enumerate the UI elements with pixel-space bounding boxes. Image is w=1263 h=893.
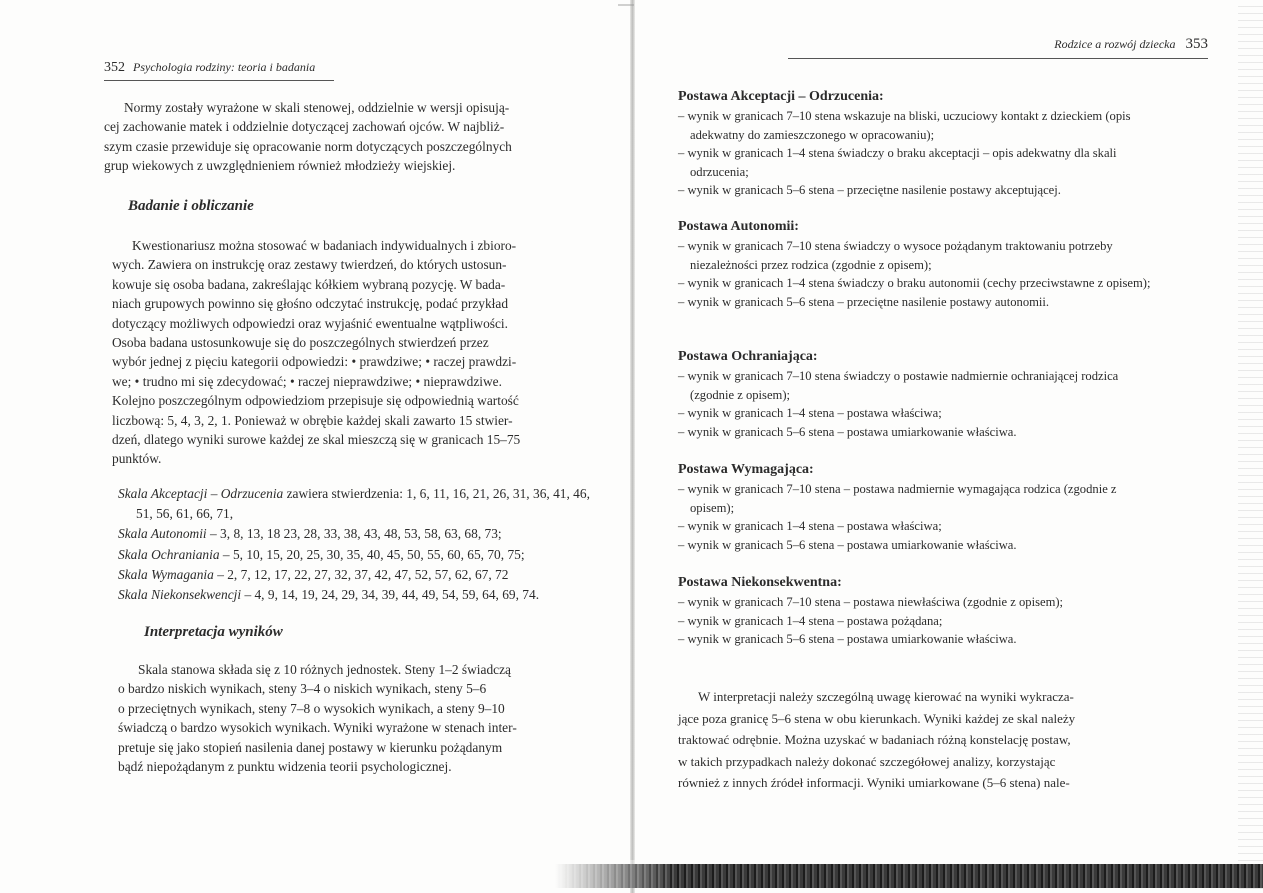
scan-edge-noise: [1238, 0, 1263, 893]
scan-artifact: [618, 4, 634, 36]
body-line: wych. Zawiera on instrukcję oraz zestawy twierdzeń, do których ustosun-: [112, 257, 507, 273]
intro-line: Normy zostały wyrażone w skali stenowej, oddzielnie w wersji opisują-: [124, 100, 510, 115]
scale-name: Skala Ochraniania: [118, 546, 220, 562]
section-item: – wynik w granicach 5–6 stena – przeciętne nasilenie postawy akceptującej.: [678, 181, 1160, 199]
section-item: – wynik w granicach 1–4 stena świadczy o braku akceptacji – opis adekwatny dla skali odrzucenia;: [678, 144, 1160, 181]
left-page-header: [104, 60, 334, 81]
section-item: – wynik w granicach 5–6 stena – postawa umiarkowanie właściwa.: [678, 423, 1160, 441]
scale-name: Skala Akceptacji – Odrzucenia: [118, 486, 284, 501]
book-spine: [630, 0, 635, 893]
body-line: niach grupowych powinno się głośno odczytać instrukcję, podać przykład: [112, 296, 509, 312]
section-item: – wynik w granicach 7–10 stena wskazuje na bliski, uczuciowy kontakt z dzieckiem (opis adekwatny do zamieszczonego w opracowaniu);: [678, 107, 1160, 144]
heading-badanie: Badanie i obliczanie: [128, 198, 254, 214]
scale-list: [118, 484, 608, 605]
section-title: Postawa Ochraniająca:: [678, 349, 818, 364]
final-line: traktować odrębnie. Można uzyskać w badaniach różną konstelację postaw,: [678, 732, 1071, 747]
section-wymagajaca: [678, 461, 1160, 554]
scale-item: [118, 545, 608, 565]
section-item: – wynik w granicach 5–6 stena – przeciętne nasilenie postawy autonomii.: [678, 293, 1160, 311]
scale-item: [118, 484, 608, 524]
section-title: Postawa Autonomii:: [678, 219, 799, 234]
heading-interpretacja: Interpretacja wyników: [144, 624, 283, 640]
final-paragraph: [678, 686, 1163, 794]
body-line: Skala stanowa składa się z 10 różnych jednostek. Steny 1–2 świadczą: [138, 662, 511, 677]
body-interpretacja: [118, 660, 610, 776]
scale-item: [118, 524, 608, 544]
scale-items: – 5, 10, 15, 20, 25, 30, 35, 40, 45, 50, 55, 60, 65, 70, 75;: [219, 546, 525, 562]
section-niekonsekwentna: [678, 574, 1160, 649]
body-line: liczbową: 5, 4, 3, 2, 1. Ponieważ w obrębie każdej skali zawarto 15 stwier-: [112, 412, 513, 428]
final-line: również z innych źródeł informacji. Wyniki umiarkowane (5–6 stena) nale-: [678, 775, 1070, 790]
intro-line: cej zachowanie matek i oddzielnie dotyczącej zachowań ojców. W najbliż-: [104, 119, 505, 135]
intro-paragraph: [104, 98, 594, 176]
scale-items: – 3, 8, 13, 18 23, 28, 33, 38, 43, 48, 53, 58, 63, 68, 73;: [206, 526, 502, 542]
body-line: bądź niepożądanym z punktu widzenia teorii psychologicznej.: [118, 759, 452, 775]
final-line: jące poza granicę 5–6 stena w obu kierunkach. Wyniki każdej ze skal należy: [678, 710, 1076, 726]
scale-items: – 2, 7, 12, 17, 22, 27, 32, 37, 42, 47, 52, 57, 62, 67, 72: [213, 566, 509, 582]
running-head-left: Psychologia rodziny: teoria i badania: [133, 60, 316, 74]
final-line: w takich przypadkach należy dokonać szczegółowej analizy, korzystając: [678, 753, 1056, 769]
right-page-header: [788, 36, 1208, 59]
section-ochraniajaca: [678, 348, 1160, 441]
body-line: Kwestionariusz można stosować w badaniach indywidualnych i zbioro-: [132, 238, 517, 253]
body-line: dzeń, dlatego wyniki surowe każdej ze skal mieszczą się w granicach 15–75: [112, 432, 521, 448]
body-line: wybór jednej z pięciu kategorii odpowiedzi: • prawdziwe; • raczej prawdzi-: [112, 354, 517, 370]
page-number-right: 353: [1185, 36, 1208, 52]
section-item: – wynik w granicach 7–10 stena świadczy o postawie nadmiernie ochraniającej rodzica (zgodnie z opisem);: [678, 367, 1160, 404]
section-item: – wynik w granicach 1–4 stena – postawa właściwa;: [678, 517, 1160, 535]
body-line: Kolejno poszczególnym odpowiedziom przepisuje się odpowiednią wartość: [112, 393, 519, 409]
scale-name: Skala Autonomii: [118, 526, 207, 542]
body-line: o przeciętnych wynikach, steny 7–8 o wysokich wynikach, a steny 9–10: [118, 700, 505, 716]
body-line: Osoba badana ustosunkowuje się do poszczególnych stwierdzeń przez: [112, 335, 489, 351]
intro-line: grup wiekowych z uwzględnieniem również młodzieży wiejskiej.: [104, 158, 456, 174]
section-item: – wynik w granicach 7–10 stena – postawa nadmiernie wymagająca rodzica (zgodnie z opisem);: [678, 480, 1160, 517]
body-line: o bardzo niskich wynikach, steny 3–4 o niskich wynikach, steny 5–6: [118, 681, 487, 697]
section-item: – wynik w granicach 1–4 stena – postawa pożądana;: [678, 612, 1160, 630]
section-item: – wynik w granicach 7–10 stena świadczy o wysoce pożądanym traktowaniu potrzeby niezależności przez rodzica (zgodnie z opisem);: [678, 237, 1160, 274]
section-title: Postawa Niekonsekwentna:: [678, 575, 842, 590]
scale-name: Skala Niekonsekwencji: [118, 587, 242, 603]
scan-bottom-fade: [555, 860, 675, 888]
section-autonomia: [678, 218, 1160, 311]
section-item: – wynik w granicach 5–6 stena – postawa umiarkowanie właściwa.: [678, 536, 1160, 554]
scale-item: [118, 585, 608, 605]
scale-name: Skala Wymagania: [118, 566, 214, 582]
scale-items: – 4, 9, 14, 19, 24, 29, 34, 39, 44, 49, 54, 59, 64, 69, 74.: [241, 587, 540, 603]
page-number-left: 352: [104, 60, 125, 75]
body-line: we; • trudno mi się zdecydować; • raczej nieprawdziwe; • nieprawdziwe.: [112, 373, 502, 389]
section-akceptacja: [678, 88, 1160, 199]
running-head-right: Rodzice a rozwój dziecka: [1054, 37, 1176, 51]
section-item: – wynik w granicach 1–4 stena świadczy o braku autonomii (cechy przeciwstawne z opisem);: [678, 274, 1160, 292]
section-title: Postawa Akceptacji – Odrzucenia:: [678, 89, 884, 104]
body-line: punktów.: [112, 451, 162, 467]
section-item: – wynik w granicach 7–10 stena – postawa niewłaściwa (zgodnie z opisem);: [678, 593, 1160, 611]
body-line: pretuje się jako stopień nasilenia danej postawy w kierunku pożądanym: [118, 739, 503, 755]
body-line: świadczą o bardzo wysokich wynikach. Wyniki wyrażone w stenach inter-: [118, 720, 517, 736]
scale-items: zawiera stwierdzenia: 1, 6, 11, 16, 21, 26, 31, 36, 41, 46, 51, 56, 61, 66, 71,: [136, 486, 590, 522]
body-line: dotyczący możliwych odpowiedzi oraz wyjaśnić ewentualne wątpliwości.: [112, 315, 509, 331]
section-item: – wynik w granicach 1–4 stena – postawa właściwa;: [678, 404, 1160, 422]
scale-item: [118, 565, 608, 585]
final-line: W interpretacji należy szczególną uwagę kierować na wyniki wykracza-: [698, 689, 1074, 704]
body-line: kowuje się osoba badana, zakreślając kółkiem wybraną pozycję. W bada-: [112, 276, 506, 292]
intro-line: szym czasie przewiduje się opracowanie norm dotyczących poszczególnych: [104, 138, 512, 154]
section-title: Postawa Wymagająca:: [678, 462, 814, 477]
section-item: – wynik w granicach 5–6 stena – postawa umiarkowanie właściwa.: [678, 630, 1160, 648]
body-badanie: [112, 236, 602, 469]
